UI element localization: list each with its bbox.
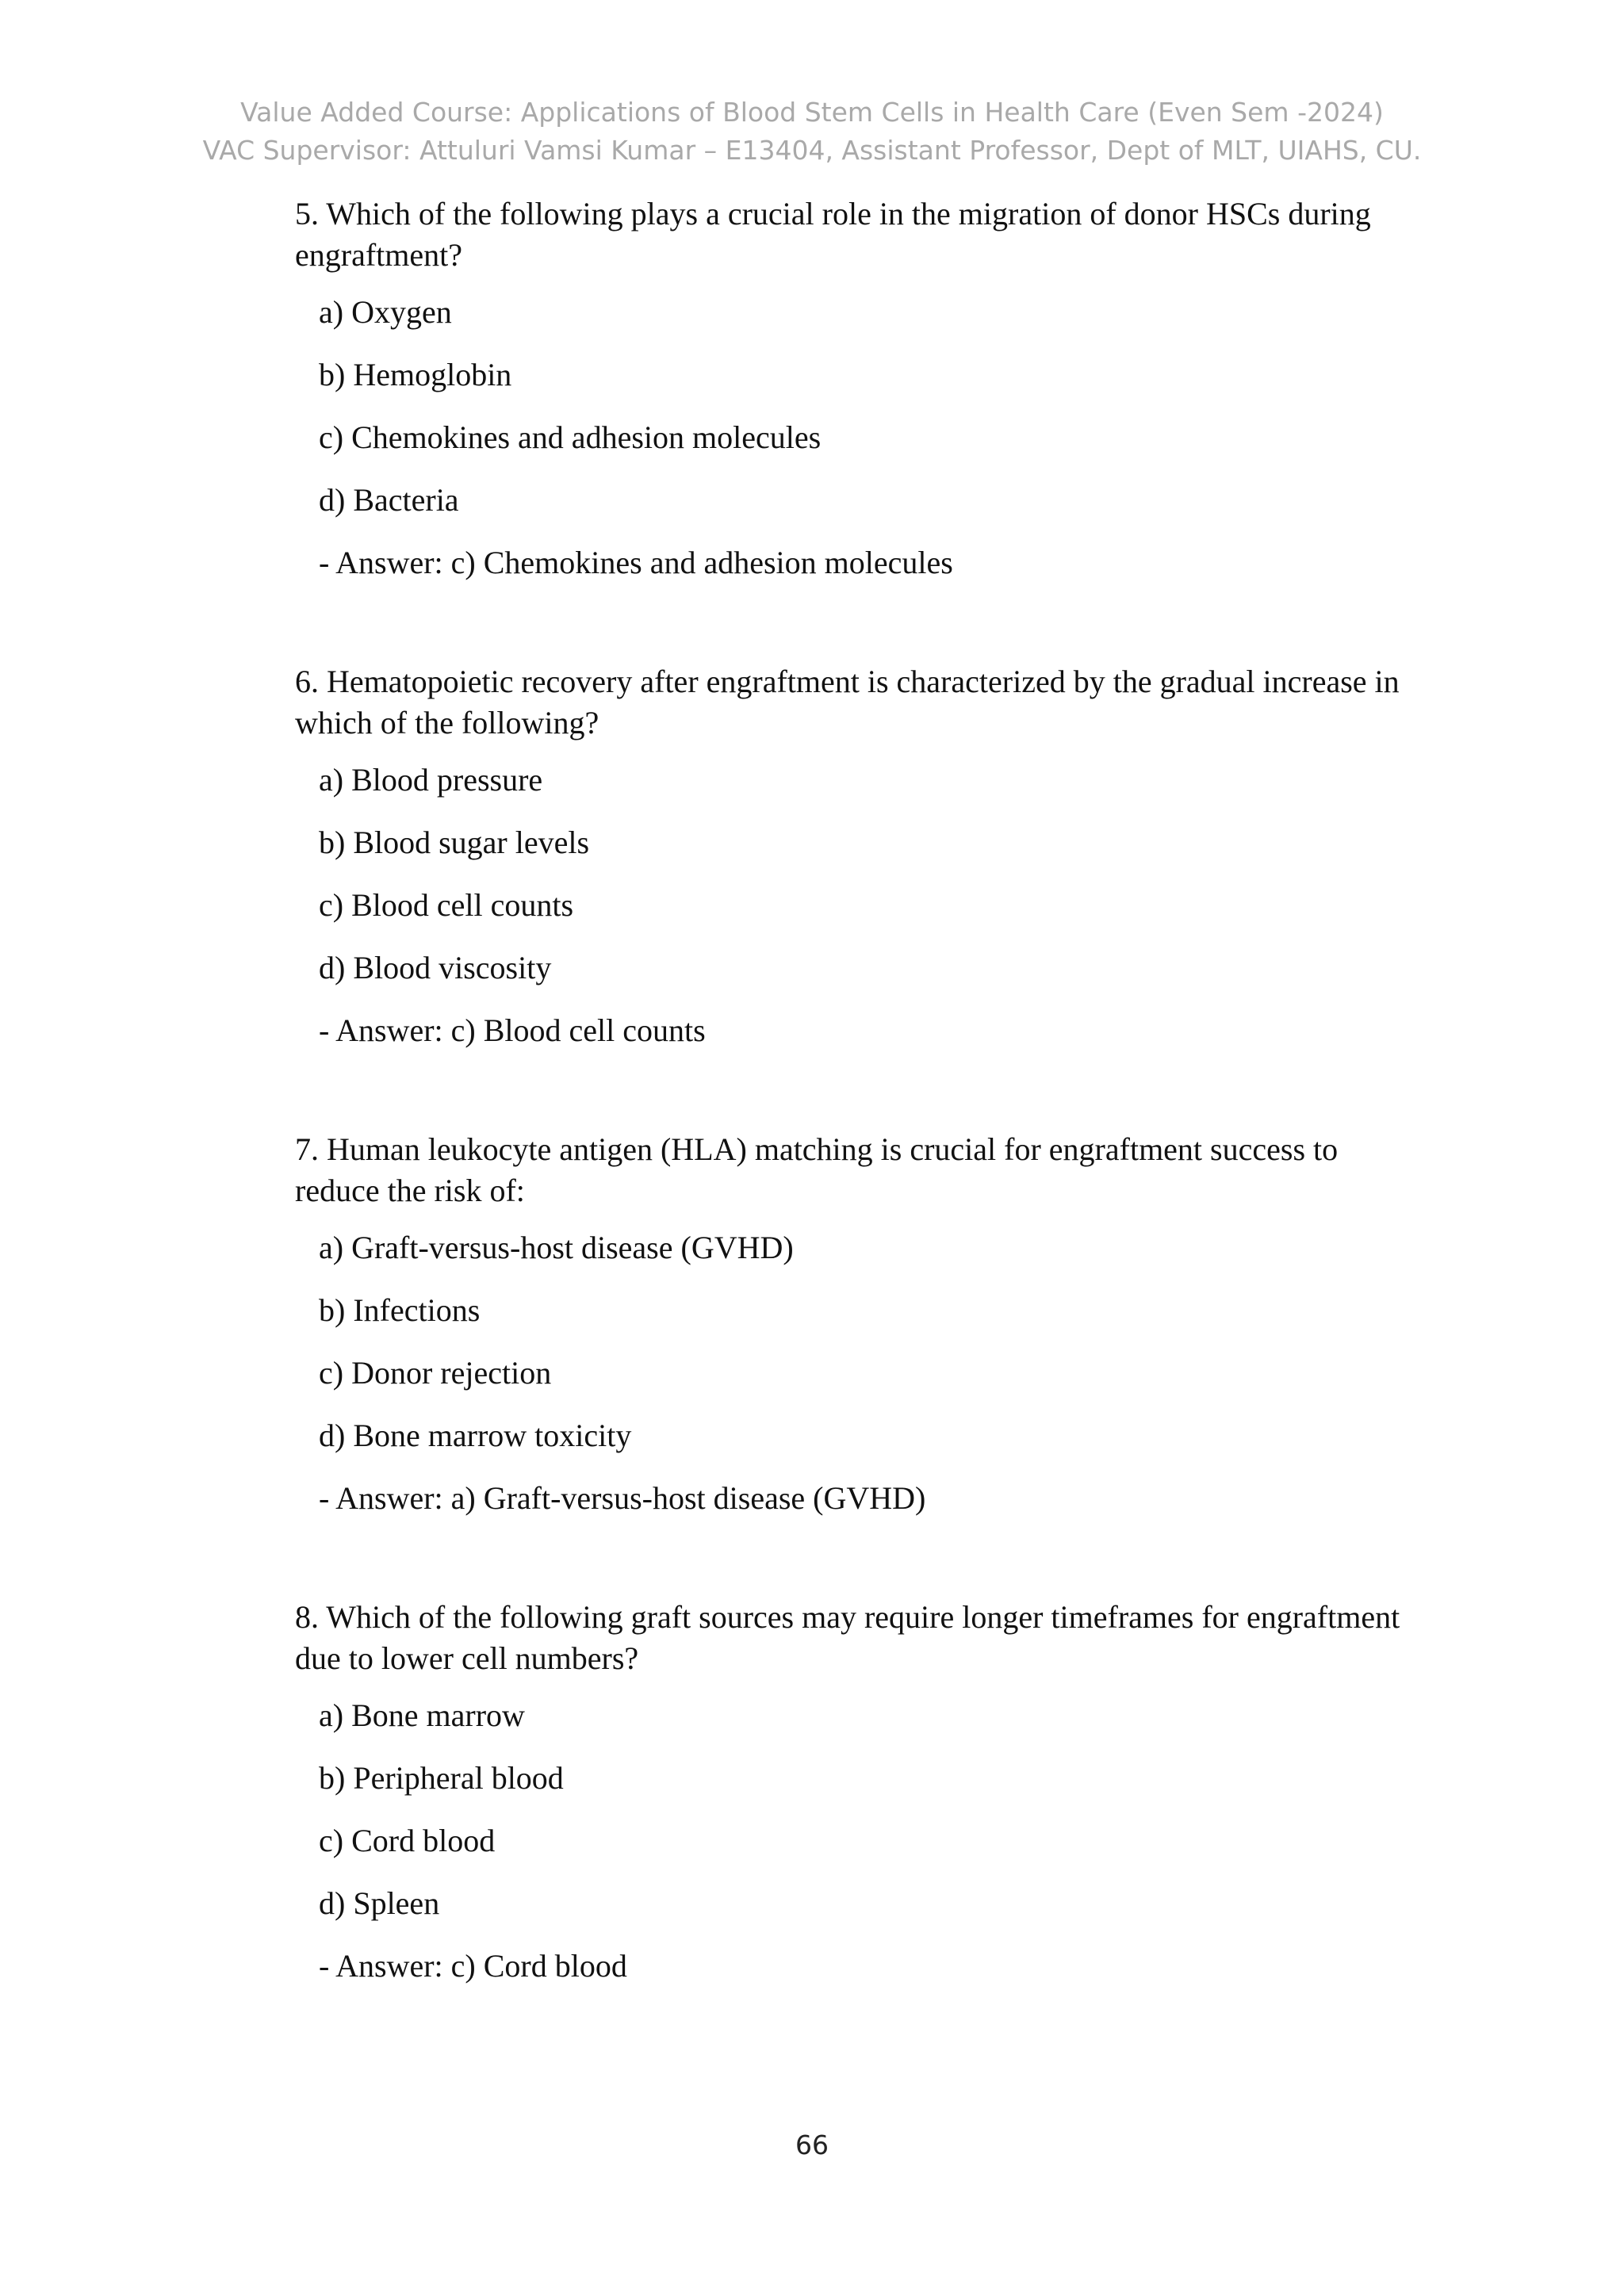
option-d: d) Spleen [319,1885,440,1921]
question-list [295,193,1421,1987]
question-text: 8. Which of the following graft sources may require longer timeframes for engraftment due to lower cell numbers? [295,1599,1400,1676]
option-list [319,292,1421,542]
option-d: d) Blood viscosity [319,950,552,985]
option-list [319,1695,1421,1946]
option-c: c) Blood cell counts [319,887,574,923]
option-list [319,1227,1421,1478]
question-block-6 [295,661,1421,1051]
question-block-5 [295,193,1421,584]
option-a: a) Oxygen [319,294,452,330]
option-a: a) Graft-versus-host disease (GVHD) [319,1230,794,1265]
header-course-line: Value Added Course: Applications of Blood Stem Cells in Health Care (Even Sem -2024) [240,97,1384,128]
question-text: 7. Human leukocyte antigen (HLA) matching is crucial for engraftment success to reduce the risk of: [295,1131,1339,1208]
page-number: 66 [795,2130,829,2160]
option-b: b) Hemoglobin [319,357,512,392]
option-a: a) Bone marrow [319,1697,525,1733]
answer-text: - Answer: c) Cord blood [319,1948,627,1984]
option-list [319,760,1421,1010]
option-d: d) Bone marrow toxicity [319,1418,632,1453]
answer-text: - Answer: a) Graft-versus-host disease (GVHD) [319,1480,926,1516]
option-b: b) Blood sugar levels [319,825,590,860]
question-block-7 [295,1129,1421,1519]
question-block-8 [295,1597,1421,1987]
header-supervisor-line: VAC Supervisor: Attuluri Vamsi Kumar – E13404, Assistant Professor, Dept of MLT, UIAHS, CU. [202,135,1422,166]
option-c: c) Donor rejection [319,1355,552,1391]
answer-text: - Answer: c) Chemokines and adhesion molecules [319,545,953,580]
question-text: 6. Hematopoietic recovery after engraftment is characterized by the gradual increase in which of the following? [295,664,1400,740]
option-b: b) Infections [319,1292,481,1328]
option-c: c) Chemokines and adhesion molecules [319,419,822,455]
option-a: a) Blood pressure [319,762,543,798]
answer-text: - Answer: c) Blood cell counts [319,1012,706,1048]
option-b: b) Peripheral blood [319,1760,564,1796]
question-text: 5. Which of the following plays a crucial role in the migration of donor HSCs during engraftment? [295,196,1371,273]
page-header [0,94,1624,170]
option-d: d) Bacteria [319,482,459,518]
option-c: c) Cord blood [319,1823,496,1858]
